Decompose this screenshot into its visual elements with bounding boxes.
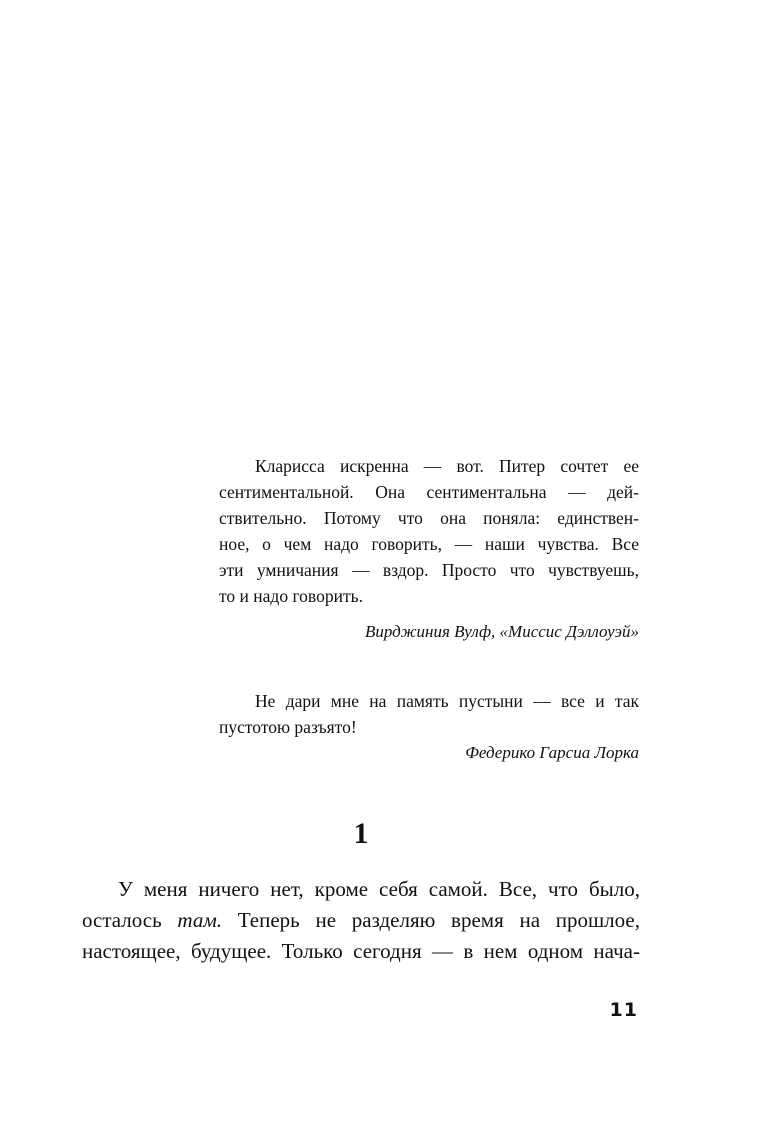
epigraph-woolf-attribution: Вирджиния Вулф, «Миссис Дэллоуэй» (364, 622, 639, 641)
chapter-number: 1 (353, 817, 369, 850)
epigraph-woolf-line: сентиментальной. Она сентиментальна — дей- (219, 482, 639, 502)
body-paragraph (82, 874, 640, 967)
page-number: 11 (609, 999, 638, 1021)
epigraph-lorca-line: пустотою разъято! (219, 717, 357, 737)
epigraph-lorca-text (219, 688, 639, 740)
epigraph-woolf-line: эти умничания — вздор. Просто что чувствуешь, (219, 560, 639, 580)
epigraph-lorca-attribution: Федерико Гарсиа Лорка (465, 743, 639, 762)
epigraph-lorca (219, 688, 639, 766)
body-line: У меня ничего нет, кроме себя самой. Все, что было, (118, 877, 640, 901)
body-line: настоящее, будущее. Только сегодня — в нем одном нача- (82, 939, 640, 963)
epigraph-woolf-line: Кларисса искренна — вот. Питер сочтет ее (255, 456, 639, 476)
epigraph-woolf (219, 453, 639, 645)
epigraph-woolf-line: ствительно. Потому что она поняла: единствен- (219, 508, 639, 528)
epigraph-lorca-line: Не дари мне на память пустыни — все и так (255, 691, 639, 711)
body-line: осталось там. Теперь не разделяю время на прошлое, (82, 908, 640, 932)
epigraph-woolf-line: то и надо говорить. (219, 586, 363, 606)
epigraph-woolf-line: ное, о чем надо говорить, — наши чувства. Все (219, 534, 639, 554)
emphasis-italic: там. (177, 908, 222, 932)
epigraph-woolf-text (219, 453, 639, 609)
